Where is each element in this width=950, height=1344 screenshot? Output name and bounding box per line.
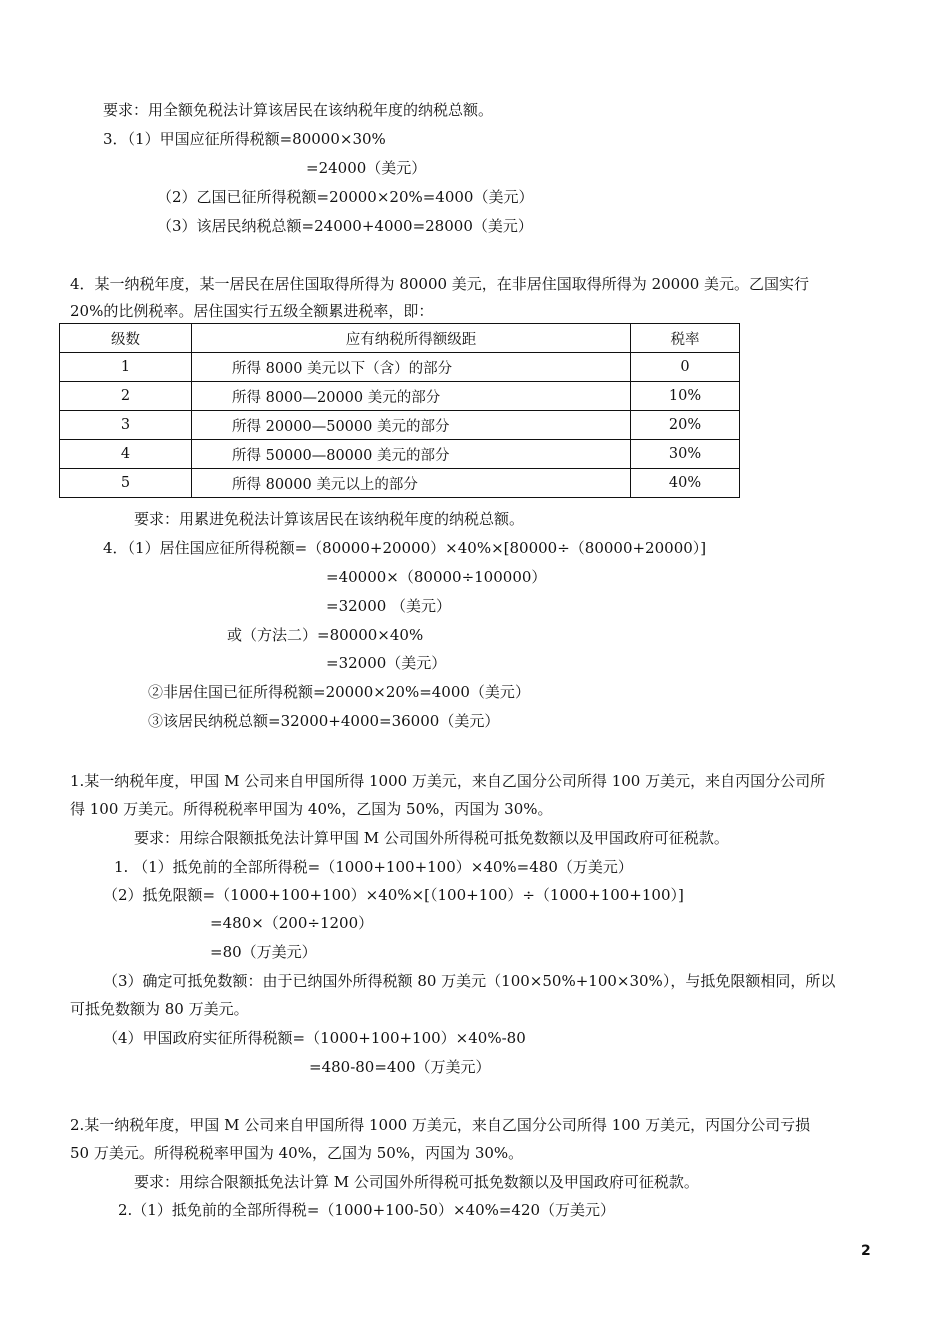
requirement-line: 要求：用全额免税法计算该居民在该纳税年度的纳税总额。 (103, 101, 494, 119)
question-2-text-cont: 50 万美元。所得税税率甲国为 40%，乙国为 50%，丙国为 30%。 (70, 1144, 524, 1162)
question-4-text: 4．某一纳税年度，某一居民在居住国取得所得为 80000 美元，在非居住国取得所得为 20000 美元。乙国实行 (70, 275, 810, 293)
table-cell: 20% (631, 411, 740, 440)
answer-3-step-1-result: =24000（美元） (306, 159, 427, 177)
answer-2-step-1: 2.（1）抵免前的全部所得税=（1000+100-50）×40%=420（万美元） (118, 1201, 616, 1219)
answer-1-step-2: （2）抵免限额=（1000+100+100）×40%×[（100+100）÷（1000+100+100）] (103, 886, 684, 904)
table-cell: 3 (60, 411, 192, 440)
requirement-line: 要求：用综合限额抵免法计算 M 公司国外所得税可抵免数额以及甲国政府可征税款。 (134, 1173, 699, 1191)
requirement-line: 要求：用综合限额抵免法计算甲国 M 公司国外所得税可抵免数额以及甲国政府可征税款。 (134, 829, 729, 847)
answer-1-step-3: （3）确定可抵免数额：由于已纳国外所得税额 80 万美元（100×50%+100×30%），与抵免限额相同，所以 (103, 972, 836, 990)
table-header-row (60, 324, 740, 353)
table-row (60, 440, 740, 469)
tax-rate-table (59, 323, 740, 498)
table-cell: 5 (60, 469, 192, 498)
page-number: 2 (861, 1243, 871, 1259)
question-1-text: 1.某一纳税年度，甲国 M 公司来自甲国所得 1000 万美元，来自乙国分公司所得 100 万美元，来自丙国分公司所 (70, 772, 826, 790)
table-cell: 所得 8000 美元以下（含）的部分 (192, 353, 631, 382)
question-4-text-cont: 20%的比例税率。居住国实行五级全额累进税率，即： (70, 302, 434, 320)
requirement-line: 要求：用累进免税法计算该居民在该纳税年度的纳税总额。 (134, 510, 525, 528)
answer-4-method-2-result: =32000（美元） (326, 654, 447, 672)
table-row (60, 353, 740, 382)
table-cell: 40% (631, 469, 740, 498)
question-2-text: 2.某一纳税年度，甲国 M 公司来自甲国所得 1000 万美元，来自乙国分公司所得 100 万美元，丙国分公司亏损 (70, 1116, 811, 1134)
answer-3-step-2: （2）乙国已征所得税额=20000×20%=4000（美元） (157, 188, 534, 206)
table-header-cell: 应有纳税所得额级距 (192, 324, 631, 353)
table-row (60, 469, 740, 498)
answer-1-step-2-cont: =480×（200÷1200） (210, 914, 374, 932)
table-cell: 10% (631, 382, 740, 411)
table-cell: 所得 80000 美元以上的部分 (192, 469, 631, 498)
question-1-text-cont: 得 100 万美元。所得税税率甲国为 40%，乙国为 50%，丙国为 30%。 (70, 800, 553, 818)
answer-1-step-4: （4）甲国政府实征所得税额=（1000+100+100）×40%-80 (103, 1029, 526, 1047)
table-cell: 30% (631, 440, 740, 469)
table-cell: 0 (631, 353, 740, 382)
answer-1-step-2-result: =80（万美元） (210, 943, 317, 961)
answer-4-method-2: 或（方法二）=80000×40% (227, 626, 424, 644)
answer-1-step-4-result: =480-80=400（万美元） (309, 1058, 491, 1076)
table-cell: 4 (60, 440, 192, 469)
table-cell: 所得 8000—20000 美元的部分 (192, 382, 631, 411)
table-cell: 所得 50000—80000 美元的部分 (192, 440, 631, 469)
answer-4-step-1-cont: =40000×（80000÷100000） (326, 568, 547, 586)
table-cell: 1 (60, 353, 192, 382)
table-cell: 所得 20000—50000 美元的部分 (192, 411, 631, 440)
table-row (60, 411, 740, 440)
answer-4-step-2: ②非居住国已征所得税额=20000×20%=4000（美元） (148, 683, 530, 701)
table-cell: 2 (60, 382, 192, 411)
table-row (60, 382, 740, 411)
answer-4-step-3: ③该居民纳税总额=32000+4000=36000（美元） (148, 712, 500, 730)
answer-4-step-1-result: =32000 （美元） (326, 597, 452, 615)
answer-3-step-1: 3．（1）甲国应征所得税额=80000×30% (103, 130, 386, 148)
table-header-cell: 税率 (631, 324, 740, 353)
answer-1-step-3-cont: 可抵免数额为 80 万美元。 (70, 1000, 249, 1018)
table-header-cell: 级数 (60, 324, 192, 353)
answer-1-step-1: 1. （1）抵免前的全部所得税=（1000+100+100）×40%=480（万美元） (114, 858, 633, 876)
answer-4-step-1: 4．（1）居住国应征所得税额=（80000+20000）×40%×[80000÷（80000+20000）] (103, 539, 707, 557)
answer-3-step-3: （3）该居民纳税总额=24000+4000=28000（美元） (157, 217, 533, 235)
